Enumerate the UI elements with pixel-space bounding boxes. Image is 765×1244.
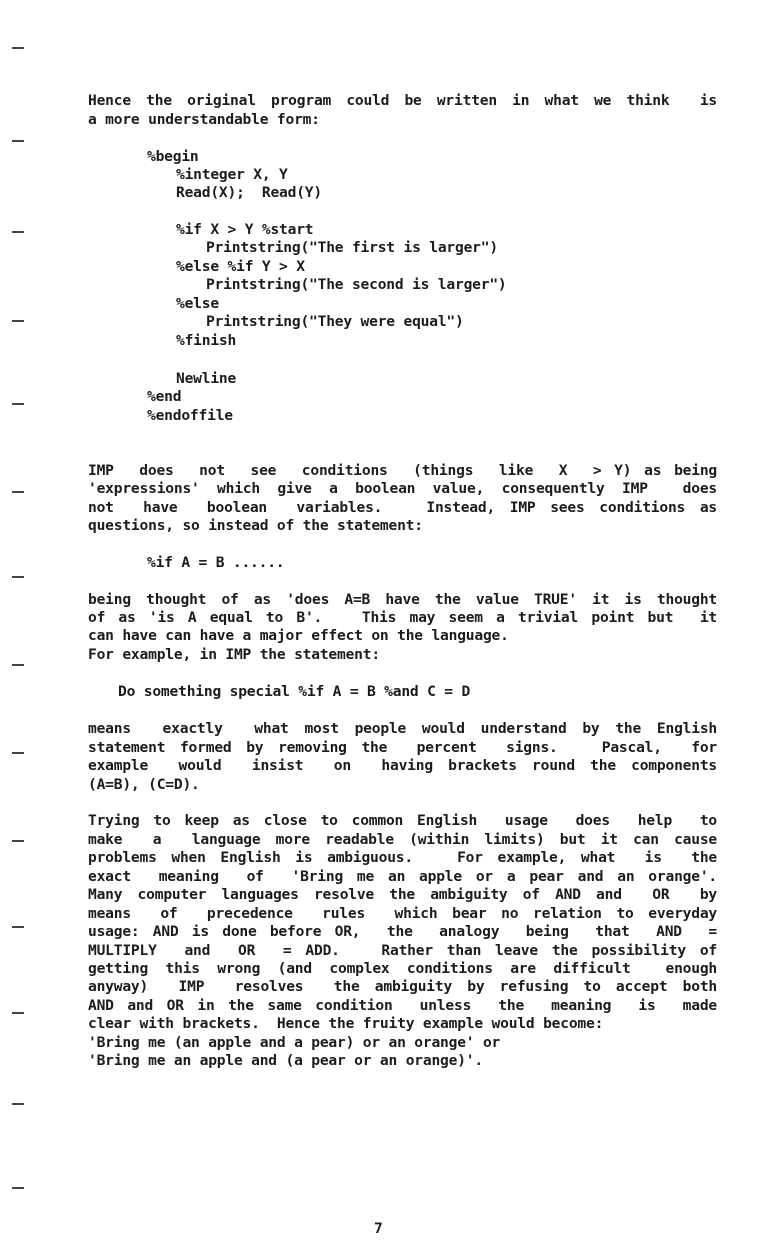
code-line: %begin [147,148,199,165]
text-line: anyway) IMP resolves the ambiguity by refusing to accept both [88,978,717,995]
margin-mark [12,403,24,405]
margin-mark [12,752,24,754]
text-line: questions, so instead of the statement: [88,517,423,534]
text-line: AND and OR in the same condition unless the meaning is made [88,997,717,1014]
text-line: MULTIPLY and OR = ADD. Rather than leave the possibility of [88,942,717,959]
text-line: a more understandable form: [88,111,320,128]
code-line: Printstring("They were equal") [206,313,464,330]
text-line: being thought of as 'does A=B have the value TRUE' it is thought [88,591,717,608]
text-line: 'Bring me (an apple and a pear) or an orange' or [88,1034,501,1051]
text-line: of as 'is A equal to B'. This may seem a trivial point but it [88,609,717,626]
text-line: can have can have a major effect on the language. [88,627,509,644]
code-line: %end [147,388,182,405]
text-line: (A=B), (C=D). [88,776,200,793]
text-line: Trying to keep as close to common English usage does help to [88,812,717,829]
code-line: %integer X, Y [176,166,288,183]
text-line: IMP does not see conditions (things like X > Y) as being [88,462,717,479]
margin-mark [12,926,24,928]
code-line: %if X > Y %start [176,221,314,238]
text-line: statement formed by removing the percent signs. Pascal, for [88,739,717,756]
text-line: For example, in IMP the statement: [88,646,380,663]
code-line: Read(X); Read(Y) [176,184,322,201]
text-line: not have boolean variables. Instead, IMP sees conditions as [88,499,717,516]
code-line: Printstring("The second is larger") [206,276,507,293]
code-line: Printstring("The first is larger") [206,239,498,256]
margin-mark [12,140,24,142]
text-line: usage: AND is done before OR, the analogy being that AND = [88,923,717,940]
margin-mark [12,664,24,666]
text-line: exact meaning of 'Bring me an apple or a pear and an orange'. [88,868,717,885]
text-line: 'expressions' which give a boolean value, consequently IMP does [88,480,717,497]
margin-mark [12,840,24,842]
text-line: make a language more readable (within limits) but it can cause [88,831,717,848]
code-line: %if A = B ...... [147,554,285,571]
text-line: means of precedence rules which bear no relation to everyday [88,905,717,922]
margin-mark [12,1187,24,1189]
text-line: 'Bring me an apple and (a pear or an orange)'. [88,1052,483,1069]
page-number: 7 [374,1220,383,1237]
text-line: Many computer languages resolve the ambiguity of AND and OR by [88,886,717,903]
code-line: %finish [176,332,237,349]
margin-mark [12,576,24,578]
margin-mark [12,1012,24,1014]
code-line: %else [176,295,219,312]
code-line: Do something special %if A = B %and C = D [118,683,471,700]
code-line: Newline [176,370,237,387]
code-line: %else %if Y > X [176,258,305,275]
text-line: getting this wrong (and complex conditions are difficult enough [88,960,717,977]
text-line: clear with brackets. Hence the fruity example would become: [88,1015,604,1032]
text-line: problems when English is ambiguous. For example, what is the [88,849,717,866]
margin-mark [12,47,24,49]
text-line: example would insist on having brackets round the components [88,757,717,774]
margin-mark [12,320,24,322]
text-line: means exactly what most people would understand by the English [88,720,717,737]
text-line: Hence the original program could be written in what we think is [88,92,717,109]
margin-mark [12,491,24,493]
margin-mark [12,231,24,233]
code-line: %endoffile [147,407,233,424]
margin-mark [12,1103,24,1105]
